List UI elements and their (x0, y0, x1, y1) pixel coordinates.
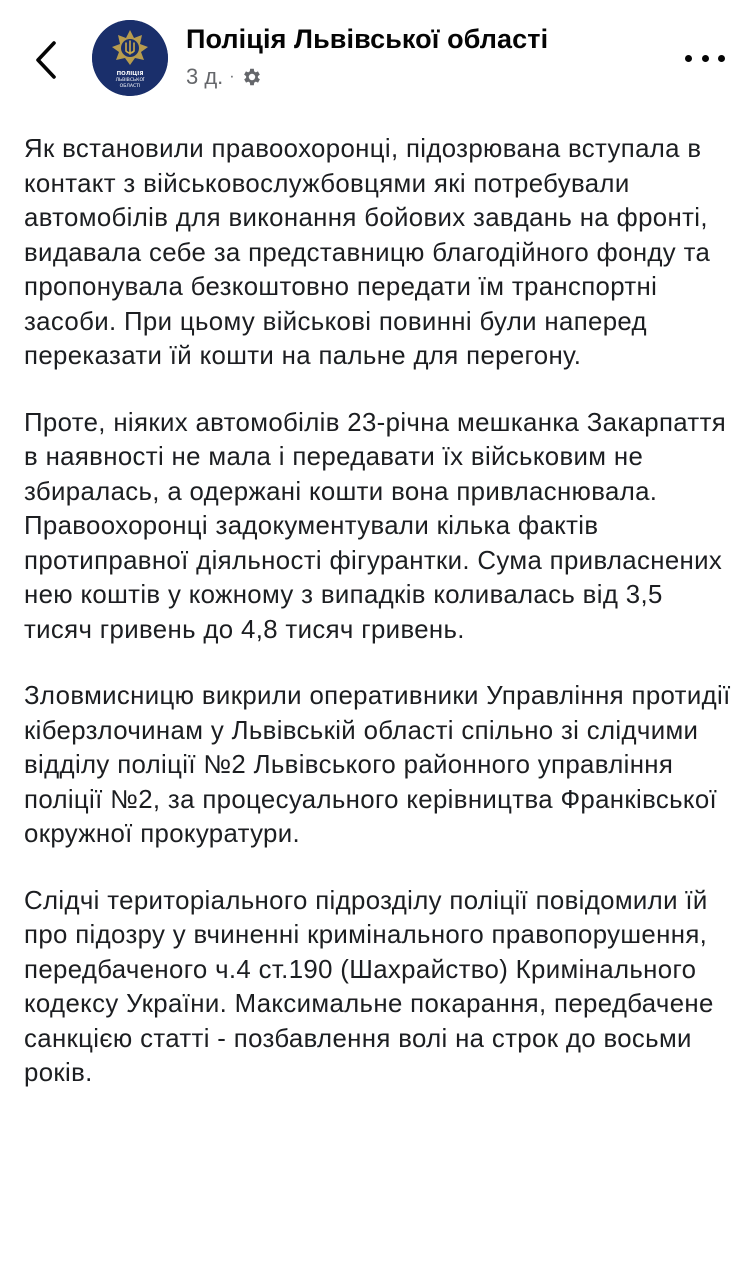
post-text (24, 132, 734, 1123)
page-name[interactable]: Поліція Львівської області (186, 24, 549, 54)
post-paragraph: Зловмисницю викрили оперативники Управління протидії кіберзлочинам у Львівській області спільно зі слідчими відділу поліції №2 Львівського районного управління поліції №2, за процесуального керівництва Франківської окружної прокуратури. (24, 682, 731, 848)
page-avatar[interactable] (92, 20, 168, 96)
more-dot-icon (718, 55, 725, 62)
police-logo-icon (92, 20, 168, 96)
chevron-left-icon (34, 40, 58, 80)
svg-text:ОБЛАСТІ: ОБЛАСТІ (119, 84, 141, 89)
svg-text:ПОЛІЦІЯ: ПОЛІЦІЯ (116, 71, 144, 77)
post-timestamp[interactable]: 3 д. (186, 64, 224, 89)
more-dot-icon (702, 55, 709, 62)
meta-separator: · (229, 68, 235, 85)
post-paragraph: Проте, ніяких автомобілів 23-річна мешканка Закарпаття в наявності не мала і передавати їх військовим не збиралась, а одержані кошти вона привласнювала. Правоохоронці задокументували кілька фактів протиправної діяльності фігурантки. Сума привласнених нею коштів у кожному з випадків коливалась від 3,5 тисяч гривень до 4,8 тисяч гривень. (24, 408, 727, 644)
post-meta (186, 64, 263, 90)
more-dot-icon (685, 55, 692, 62)
post-header (0, 0, 753, 110)
post-paragraph: Слідчі територіального підрозділу поліції повідомили їй про підозру у вчиненні кримінального правопорушення, передбаченого ч.4 ст.190 (Шахрайство) Кримінального кодексу України. Максимальне покарання, передбачене санкцією статті - позбавлення волі на строк до восьми років. (24, 886, 714, 1087)
gear-icon (241, 66, 263, 88)
post-paragraph: Як встановили правоохоронці, підозрювана вступала в контакт з військовослужбовцями які потребували автомобілів для виконання бойових завдань на фронті, видавала себе за представницю благодійного фонду та пропонувала безкоштовно передати їм транспортні засоби. При цьому військові повинні були наперед переказати їй кошти на пальне для перегону. (24, 135, 711, 370)
svg-text:ЛЬВІВСЬКОЇ: ЛЬВІВСЬКОЇ (115, 78, 145, 83)
back-button[interactable] (28, 38, 64, 82)
more-options-button[interactable] (685, 46, 725, 70)
